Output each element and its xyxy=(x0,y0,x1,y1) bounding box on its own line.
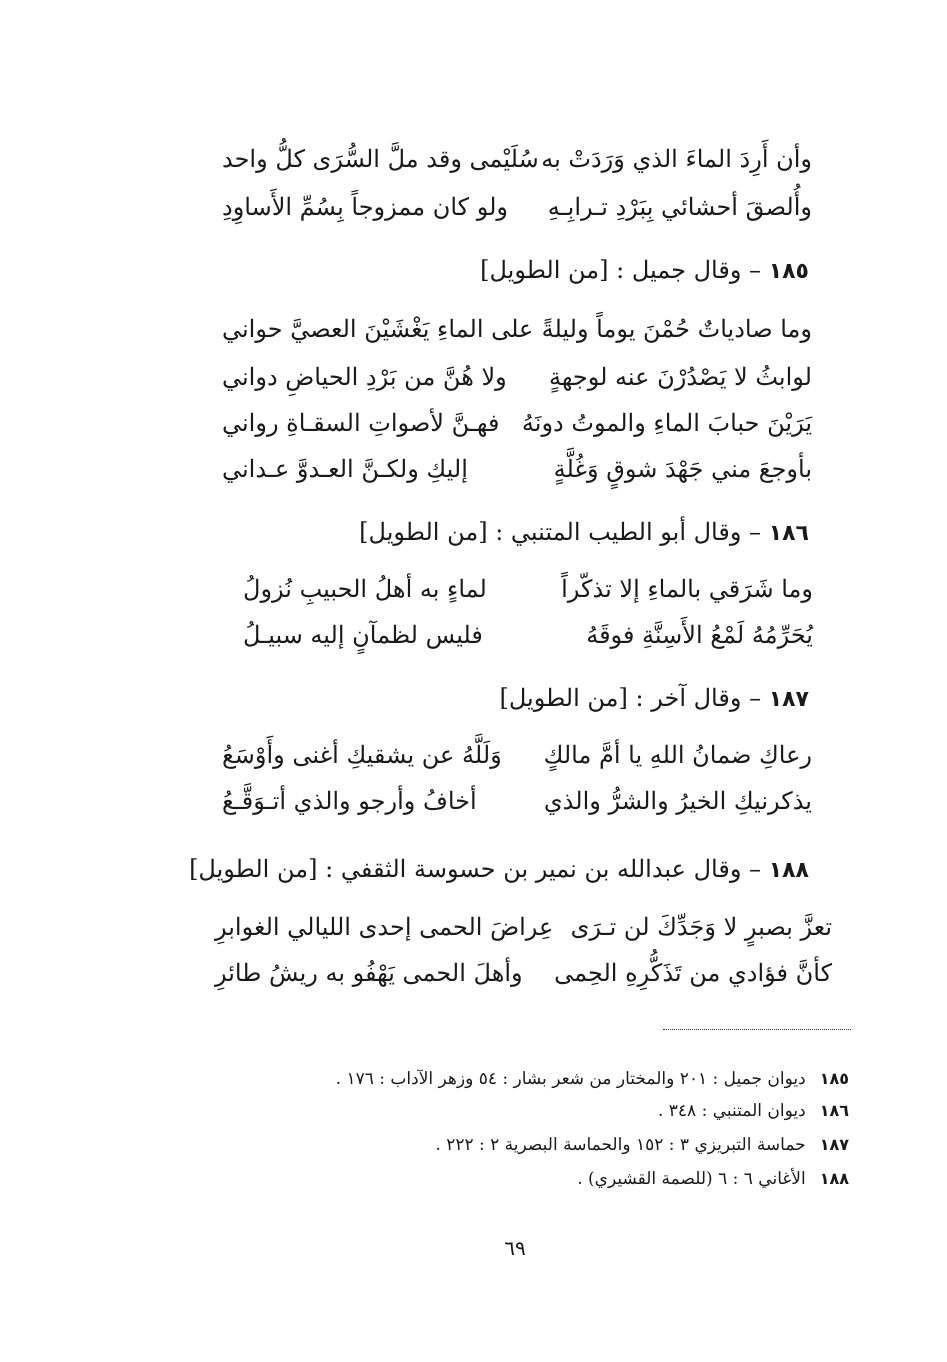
footnote xyxy=(577,1166,849,1192)
poem-intro: – وقال آخر : xyxy=(635,684,762,712)
poem-meter: [من الطويل] xyxy=(189,855,318,883)
second-hemistich: أخافُ وأرجو والذي أتـوَقَّـعُ xyxy=(222,787,477,815)
second-hemistich: وأهلَ الحمى يَهْفُو به ريشُ طائرِ xyxy=(215,959,523,987)
footnote-number: ١٨٨ xyxy=(819,1169,849,1188)
footnote-separator xyxy=(663,1029,851,1030)
first-hemistich: يذكرنيكِ الخيرُ والشرُّ والذي xyxy=(543,787,812,815)
second-hemistich: لماءٍ به أهلُ الحبيبِ نُزولُ xyxy=(243,575,487,603)
poem-heading xyxy=(480,253,809,289)
page-number: ٦٩ xyxy=(504,1236,526,1260)
first-hemistich: يُحَرِّمُهُ لَمْعُ الأَسِنَّةِ فوقَهُ xyxy=(586,621,813,649)
poem-meter: [من الطويل] xyxy=(359,518,488,546)
poem-intro: – وقال أبو الطيب المتنبي : xyxy=(495,518,762,546)
first-hemistich: وأن أَرِدَ الماءَ الذي وَرَدَتْ به xyxy=(541,145,812,173)
poem-meter: [من الطويل] xyxy=(499,684,628,712)
second-hemistich: وَلَلَّهُ عن يشقيكِ أغنى وأَوْسَعُ xyxy=(222,741,502,769)
first-hemistich: تعزَّ بصبرٍ لا وَجَدِّكَ لن تـرَى xyxy=(570,913,832,941)
second-hemistich: عِراضَ الحمى إحدى الليالي الغوابرِ xyxy=(215,913,554,941)
second-hemistich: على الماءِ يَغْشَيْنَ العصيَّ حواني xyxy=(222,315,534,343)
second-hemistich: ولا هُنَّ من بَرْدِ الحياضِ دواني xyxy=(222,363,507,391)
first-hemistich: رعاكِ ضمانُ اللهِ يا أمَّ مالكٍ xyxy=(543,741,812,769)
poem-number: ١٨٥ xyxy=(768,259,809,284)
poem-heading xyxy=(359,515,809,551)
poem-number: ١٨٧ xyxy=(768,687,809,712)
first-hemistich: وما صادياتٌ حُمْنَ يوماً وليلةً xyxy=(541,315,812,343)
second-hemistich: فهـنَّ لأصواتِ السقـاةِ رواني xyxy=(222,409,500,437)
second-hemistich: إليكِ ولكـنَّ العـدوَّ عـداني xyxy=(222,455,468,483)
footnote-number: ١٨٥ xyxy=(819,1069,849,1088)
poem-meter: [من الطويل] xyxy=(480,256,609,284)
first-hemistich: لوابثُ لا يَصْدُرْنَ عنه لوجهةٍ xyxy=(548,363,812,391)
footnote xyxy=(336,1066,849,1092)
poem-number: ١٨٦ xyxy=(768,521,809,546)
poem-heading xyxy=(499,681,809,717)
footnote-text: حماسة التبريزي ٣ : ١٥٢ والحماسة البصرية ٢ : ٢٢٢ . xyxy=(435,1135,806,1155)
footnote-text: ديوان جميل : ٢٠١ والمختار من شعر بشار : ٥٤ وزهر الآداب : ١٧٦ . xyxy=(335,1069,806,1089)
footnote-text: الأغاني ٦ : ٦ (للصمة القشيري) . xyxy=(577,1169,806,1189)
footnote xyxy=(658,1098,849,1124)
first-hemistich: وما شَرَقي بالماءِ إلا تذكّراً xyxy=(561,575,813,603)
first-hemistich: بأوجعَ مني جَهْدَ شوقٍ وَغُلَّةٍ xyxy=(553,455,812,483)
poem-intro: – وقال جميل : xyxy=(616,256,762,284)
footnote-number: ١٨٦ xyxy=(819,1101,849,1120)
poem-heading xyxy=(189,852,809,888)
footnote-number: ١٨٧ xyxy=(819,1135,849,1154)
poem-number: ١٨٨ xyxy=(768,858,809,883)
poem-intro: – وقال عبدالله بن نمير بن حسوسة الثقفي : xyxy=(325,855,762,883)
second-hemistich: فليس لظمآنٍ إليه سبيـلُ xyxy=(243,621,483,649)
footnote-text: ديوان المتنبي : ٣٤٨ . xyxy=(657,1101,806,1121)
second-hemistich: سُلَيْمى وقد ملَّ السُّرَى كلُّ واحد xyxy=(222,145,539,173)
second-hemistich: ولو كان ممزوجاً بِسُمِّ الأَساوِدِ xyxy=(222,193,509,221)
first-hemistich: كأنَّ فؤادي من تَذَكُّرِهِ الحِمى xyxy=(554,959,832,987)
footnote xyxy=(435,1132,849,1158)
first-hemistich: يَرَيْنَ حبابَ الماءِ والموتُ دونَهُ xyxy=(521,409,812,437)
first-hemistich: وأُلصقَ أحشائي بِبَرْدِ تـرابِـهِ xyxy=(547,193,812,221)
